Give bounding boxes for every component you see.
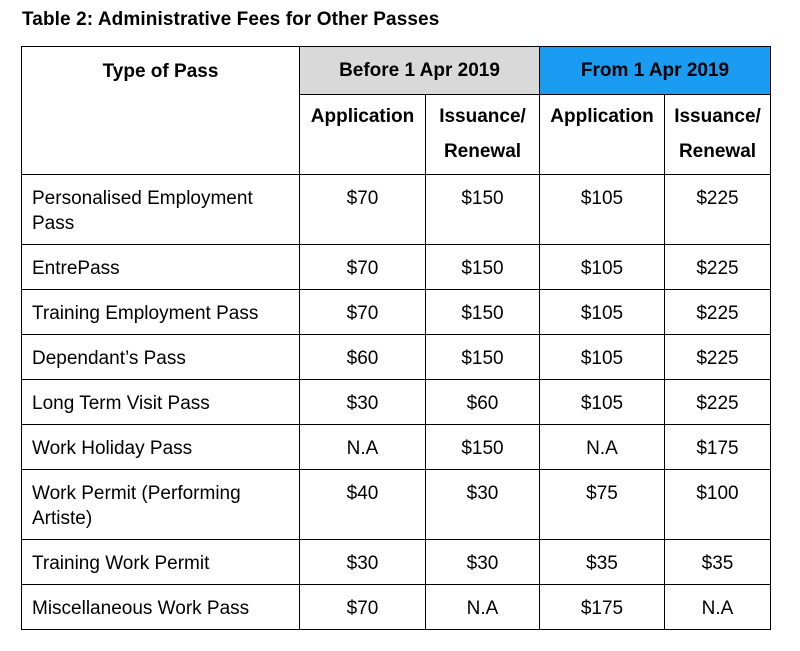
header-before-date: Before 1 Apr 2019 — [300, 47, 540, 95]
from-application-fee: $35 — [540, 540, 665, 585]
table-row — [22, 380, 771, 425]
before-application-fee: N.A — [300, 425, 426, 470]
header-issuance-line2: Renewal — [443, 141, 522, 162]
table-row — [22, 585, 771, 630]
header-before-issuance — [426, 95, 540, 175]
from-issuance-fee: $35 — [665, 540, 771, 585]
pass-name: Work Holiday Pass — [22, 425, 300, 470]
table-row — [22, 335, 771, 380]
header-application-label: Application — [310, 106, 415, 127]
header-from-issuance — [665, 95, 771, 175]
before-application-fee: $30 — [300, 540, 426, 585]
before-application-fee: $60 — [300, 335, 426, 380]
before-application-fee: $70 — [300, 245, 426, 290]
from-application-fee: $105 — [540, 245, 665, 290]
before-issuance-fee: $150 — [426, 290, 540, 335]
header-from-application — [540, 95, 665, 175]
fees-table — [21, 46, 771, 630]
before-application-fee: $70 — [300, 290, 426, 335]
pass-name: Dependant’s Pass — [22, 335, 300, 380]
header-application-label: Application — [550, 106, 654, 127]
table-row — [22, 290, 771, 335]
before-issuance-fee: $60 — [426, 380, 540, 425]
header-before-application — [300, 95, 426, 175]
before-issuance-fee: $150 — [426, 245, 540, 290]
header-type-of-pass: Type of Pass — [22, 47, 300, 175]
from-application-fee: $105 — [540, 380, 665, 425]
before-issuance-fee: $30 — [426, 470, 540, 540]
from-issuance-fee: $175 — [665, 425, 771, 470]
from-application-fee: $105 — [540, 175, 665, 245]
pass-name: Work Permit (Performing Artiste) — [22, 470, 300, 540]
from-application-fee: $105 — [540, 290, 665, 335]
before-application-fee: $30 — [300, 380, 426, 425]
table-row — [22, 470, 771, 540]
from-application-fee: N.A — [540, 425, 665, 470]
before-application-fee: $70 — [300, 175, 426, 245]
from-issuance-fee: $225 — [665, 380, 771, 425]
from-issuance-fee: $100 — [665, 470, 771, 540]
from-issuance-fee: $225 — [665, 245, 771, 290]
before-issuance-fee: $150 — [426, 175, 540, 245]
from-issuance-fee: N.A — [665, 585, 771, 630]
before-application-fee: $40 — [300, 470, 426, 540]
pass-name: Training Employment Pass — [22, 290, 300, 335]
before-application-fee: $70 — [300, 585, 426, 630]
before-issuance-fee: N.A — [426, 585, 540, 630]
table-row — [22, 245, 771, 290]
header-issuance-line1: Issuance/ — [439, 106, 526, 127]
table-caption: Table 2: Administrative Fees for Other Passes — [22, 9, 440, 30]
header-from-date: From 1 Apr 2019 — [540, 47, 771, 95]
from-application-fee: $175 — [540, 585, 665, 630]
before-issuance-fee: $30 — [426, 540, 540, 585]
before-issuance-fee: $150 — [426, 335, 540, 380]
pass-name: Personalised Employment Pass — [22, 175, 300, 245]
from-issuance-fee: $225 — [665, 175, 771, 245]
table-row — [22, 540, 771, 585]
from-issuance-fee: $225 — [665, 290, 771, 335]
table-row — [22, 425, 771, 470]
pass-name: Miscellaneous Work Pass — [22, 585, 300, 630]
from-issuance-fee: $225 — [665, 335, 771, 380]
from-application-fee: $105 — [540, 335, 665, 380]
pass-name: Training Work Permit — [22, 540, 300, 585]
from-application-fee: $75 — [540, 470, 665, 540]
header-issuance-line1: Issuance/ — [674, 106, 761, 127]
pass-name: Long Term Visit Pass — [22, 380, 300, 425]
table-row — [22, 175, 771, 245]
header-issuance-line2: Renewal — [678, 141, 757, 162]
before-issuance-fee: $150 — [426, 425, 540, 470]
pass-name: EntrePass — [22, 245, 300, 290]
